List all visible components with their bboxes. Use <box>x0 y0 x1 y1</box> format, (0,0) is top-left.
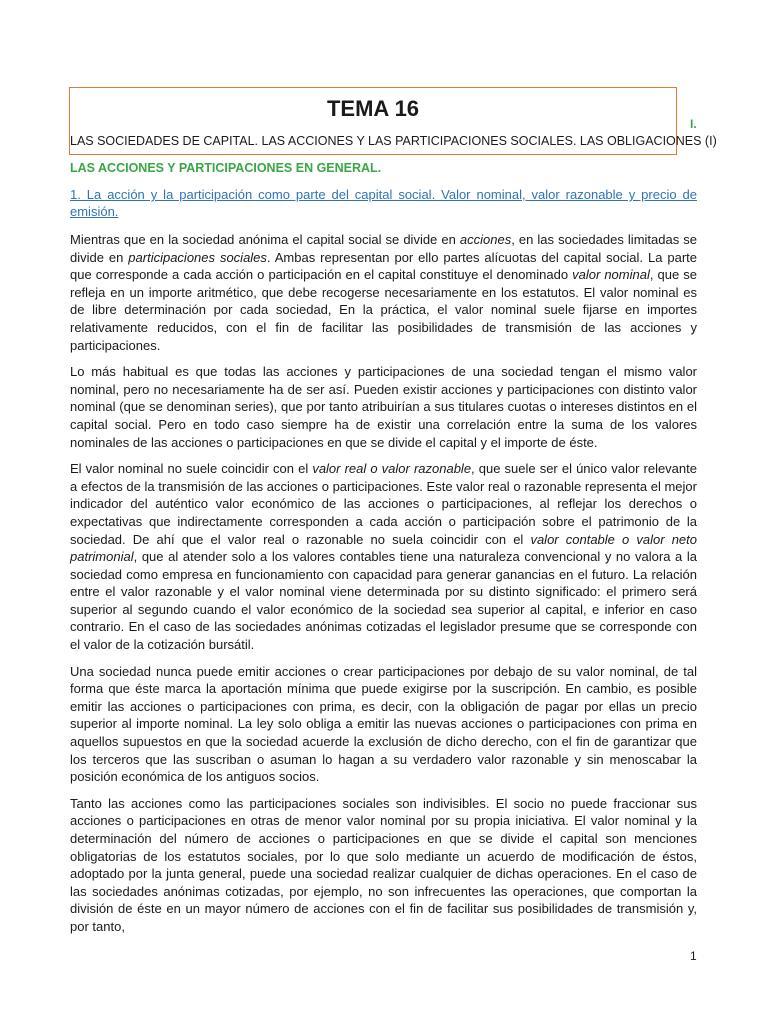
section-heading: LAS ACCIONES Y PARTICIPACIONES EN GENERAL. <box>70 161 382 175</box>
text-run: Una sociedad nunca puede emitir acciones o crear participaciones por debajo de su valor nominal, de tal forma que éste marca la aportación mínima que puede exigirse por la suscripción. En cambio, es posible emitir las acciones o participaciones con prima, es decir, con la obligación de pagar por ellas un precio superior al importe nominal. La ley solo obliga a emitir las nuevas acciones o participaciones con prima en aquellos supuestos en que la sociedad acuerde la exclusión de dicho derecho, con el fin de garantizar que los terceros que las suscriban o asuman lo hagan a su verdadero valor razonable y sin menoscabar la posición económica de los antiguos socios. <box>70 663 697 785</box>
page-number: 1 <box>690 949 697 963</box>
body-text <box>70 231 697 945</box>
paragraph <box>70 663 697 786</box>
title-box <box>69 87 717 155</box>
text-run: Lo más habitual es que todas las acciones y participaciones de una sociedad tengan el mismo valor nominal, pero no necesariamente ha de ser así. Pueden existir acciones y participaciones con distinto valor nominal (que se denominan series), que por tanto atribuirían a sus titulares cuotas o intereses distintos en el capital social. Pero en todo caso siempre ha de existir una correlación entre la suma de los valores nominales de las acciones o participaciones en que se divide el capital y el importe de éste. <box>70 364 697 450</box>
text-run: El valor nominal no suele coincidir con el <box>70 461 313 477</box>
text-run: , que se refleja en un importe aritmético, que debe recogerse necesariamente en los estatutos. El valor nominal es de libre determinación por cada sociedad, En la práctica, el valor nominal suele fijarse en importes relativamente reducidos, con el fin de facilitar las posibilidades de transmisión de las acciones y participaciones. <box>70 267 697 353</box>
paragraph <box>70 231 697 354</box>
text-run: Mientras que en la sociedad anónima el capital social se divide en <box>70 232 460 247</box>
paragraph <box>70 795 697 936</box>
section-roman-numeral: I. <box>690 117 697 131</box>
text-run: , que suele ser el único valor relevante a efectos de la transmisión de las acciones o participaciones. Este valor real o razonable representa el mejor indicador del auténtico valor económico de las acciones o participaciones, al reflejar los derechos o expectativas que indirectamente corresponden a cada acción o participación sobre el patrimonio de la sociedad. De ahí que el valor real o razonable no suela coincidir con el <box>70 461 697 547</box>
italic-term: valor real o valor razonable <box>312 461 472 477</box>
paragraph <box>70 460 697 654</box>
subsection-heading: 1. La acción y la participación como parte del capital social. Valor nominal, valor razonable y precio de emisión. <box>70 187 697 219</box>
paragraph <box>70 363 697 451</box>
text-run: , en las sociedades limitadas se divide en <box>70 232 698 265</box>
italic-term: valor contable o valor neto patrimonial <box>70 531 698 565</box>
italic-term: valor nominal <box>572 267 650 283</box>
text-run: , que al atender solo a los valores contables tiene una naturaleza convencional y no valora a la sociedad como empresa en funcionamiento con capacidad para generar ganancias en el futuro. La relación entre el valor razonable y el valor nominal viene determinada por su distinto significado: el primero será superior al segundo cuando el valor económico de la sociedad sea superior al capital, e inferior en caso contrario. En el caso de las sociedades anónimas cotizadas el legislador presume que se corresponde con el valor de la cotización bursátil. <box>70 549 697 653</box>
italic-term: participaciones sociales <box>128 249 267 265</box>
text-run: Tanto las acciones como las participaciones sociales son indivisibles. El socio no puede fraccionar sus acciones o participaciones en otras de menor valor nominal por su propia iniciativa. El valor nominal y la determinación del número de acciones o participaciones en que se divide el capital son menciones obligatorias de los estatutos sociales, por lo que solo mediante un acuerdo de modificación de éstos, adoptado por la junta general, puede una sociedad realizar cualquier de dichas operaciones. En el caso de las sociedades anónimas cotizadas, por ejemplo, no son infrecuentes las operaciones, que comportan la división de éste en un mayor número de acciones con el fin de facilitar sus posibilidades de transmisión y, por tanto, <box>70 795 697 934</box>
text-run: . Ambas representan por ello partes alícuotas del capital social. La parte que corresponde a cada acción o participación en el capital constituye el denominado <box>70 249 697 283</box>
italic-term: acciones <box>459 232 512 247</box>
document-title: TEMA 16 <box>326 96 420 121</box>
document-subtitle: LAS SOCIEDADES DE CAPITAL. LAS ACCIONES Y LAS PARTICIPACIONES SOCIALES. LAS OBLIGACIONES (I) <box>70 134 717 148</box>
